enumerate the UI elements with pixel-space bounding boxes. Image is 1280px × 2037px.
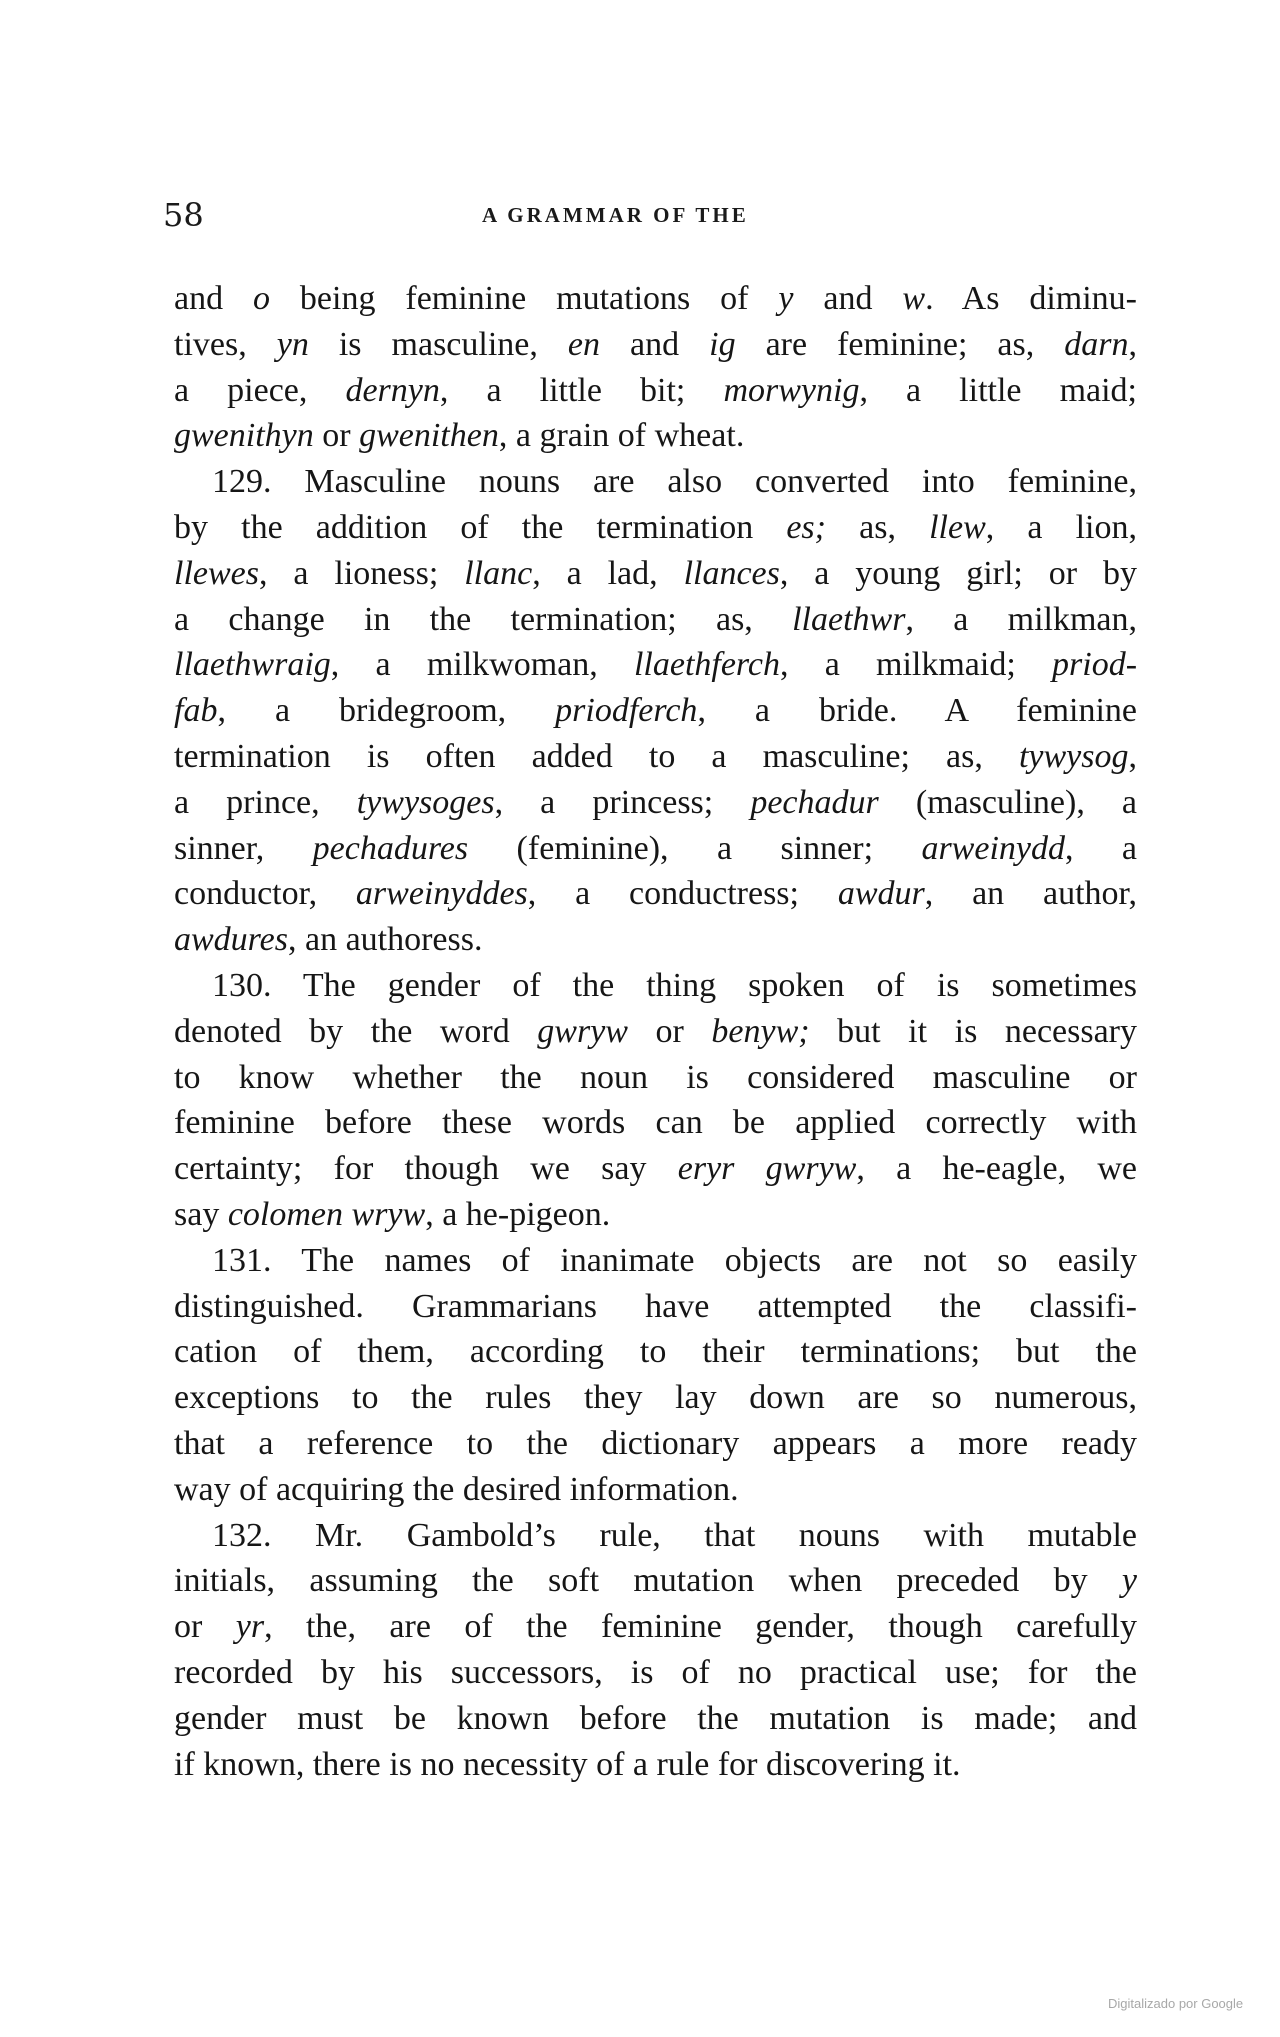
text-run: exceptions to the rules they lay down are so numerous, [174,1379,1137,1417]
text-run: or [313,417,360,455]
text-line [174,780,1137,826]
text-run: , a [1064,829,1137,867]
paragraph-132 [174,1513,1137,1788]
welsh-term: darn [1064,325,1129,363]
welsh-term: y [778,280,794,317]
welsh-term: morwynig [723,371,860,409]
welsh-term: en [567,325,600,363]
text-run: say [174,1195,228,1233]
text-run: 131. The names of inanimate objects are not so easily [212,1241,1137,1279]
text-line [174,1238,1137,1284]
welsh-term: arweinydd [921,829,1065,867]
text-run: initials, assuming the soft mutation when preceded by [174,1562,1122,1600]
text-run: , a young girl; or by [779,554,1138,592]
text-run: a prince, [174,783,357,821]
text-run: and [600,325,710,363]
text-run: 132. Mr. Gambold’s rule, that nouns with mutable [212,1516,1137,1554]
text-run: , a lad, [532,554,684,592]
text-line [174,734,1137,780]
text-line [174,1558,1137,1604]
text-line [174,1467,1137,1513]
text-run: way of acquiring the desired information. [174,1470,739,1508]
text-run: , an author, [924,875,1138,913]
text-run: that a reference to the dictionary appears a more ready [174,1424,1137,1462]
text-line [174,413,1137,459]
welsh-term: priodferch [555,692,698,730]
welsh-term: gwenithyn [174,417,314,455]
text-line [174,459,1137,505]
text-run: 130. The gender of the thing spoken of is sometimes [212,966,1137,1004]
text-run: denoted by the word [174,1012,538,1050]
welsh-term: es; [786,508,826,546]
text-line [174,917,1137,963]
text-run: but it is necessary [809,1012,1138,1050]
welsh-term: llaethwr [792,600,906,638]
welsh-term: fab [174,692,218,730]
text-run: . As diminu- [925,280,1138,317]
welsh-term: gwenithen [359,417,499,455]
text-line [174,1742,1137,1788]
welsh-term: colomen wryw [227,1195,426,1233]
welsh-term: benyw; [711,1012,810,1050]
text-run: and [793,280,903,317]
text-run: , [1128,737,1137,775]
text-line [174,551,1137,597]
text-run: cation of them, according to their terminations; but the [174,1333,1137,1371]
text-run: termination is often added to a masculine; as, [174,737,1019,775]
text-run: recorded by his successors, is of no practical use; for the [174,1653,1137,1691]
welsh-term: priod- [1052,646,1138,684]
text-run: , an authoress. [287,921,483,959]
welsh-term: eryr gwryw [677,1150,857,1188]
welsh-term: arweinyddes [355,875,528,913]
text-line [174,1329,1137,1375]
text-line [174,963,1137,1009]
text-line [174,276,1137,322]
text-run: , a he-eagle, we [856,1150,1137,1188]
text-run: are feminine; as, [735,325,1065,363]
text-run: , a little maid; [859,371,1137,409]
text-run: , a he-pigeon. [425,1195,611,1233]
welsh-term: yr [235,1608,265,1646]
text-run: gender must be known before the mutation is made; and [174,1699,1137,1737]
text-run: , the, are of the feminine gender, though carefully [264,1608,1137,1646]
text-run: (masculine), a [878,783,1138,821]
welsh-term: dernyn [345,371,440,409]
text-line [174,1375,1137,1421]
welsh-term: yn [276,325,309,363]
welsh-term: llances [683,554,780,592]
welsh-term: ig [709,325,736,363]
text-run: by the addition of the termination [174,508,787,546]
text-line [174,688,1137,734]
welsh-term: llaethferch [633,646,780,684]
paragraph-continued [174,276,1137,459]
welsh-term: pechadures [312,829,469,867]
welsh-term: tywysog [1018,737,1129,775]
welsh-term: w [902,280,926,317]
text-run: , [1128,325,1137,363]
welsh-term: llaethwraig [174,646,331,684]
text-line [174,826,1137,872]
text-run: , a grain of wheat. [498,417,745,455]
text-run: , a lioness; [258,554,465,592]
text-run: and [174,280,254,317]
text-run: , a bridegroom, [217,692,556,730]
text-run: conductor, [174,875,356,913]
text-run: certainty; for though we say [174,1150,678,1188]
text-line [174,1055,1137,1101]
welsh-term: tywysoges [356,783,495,821]
text-line [174,1696,1137,1742]
text-line [174,505,1137,551]
text-run: as, [826,508,930,546]
text-run: if known, there is no necessity of a rule for discovering it. [174,1745,961,1783]
text-run: , a conductress; [527,875,838,913]
text-line [174,871,1137,917]
paragraph-131 [174,1238,1137,1513]
welsh-term: gwryw [537,1012,628,1050]
text-line [174,597,1137,643]
text-run: being feminine mutations of [270,280,779,317]
text-run: feminine before these words can be applied correctly with [174,1104,1137,1142]
text-run: a change in the termination; as, [174,600,793,638]
welsh-term: y [1121,1562,1137,1600]
text-line [174,322,1137,368]
text-run: , a little bit; [439,371,724,409]
running-title: A GRAMMAR OF THE [482,203,749,227]
text-run: , a bride. A feminine [697,692,1137,730]
text-line [174,1284,1137,1330]
paragraph-130 [174,963,1137,1238]
text-run: distinguished. Grammarians have attempted the classifi- [174,1287,1137,1325]
text-run: sinner, [174,829,313,867]
text-line [174,1009,1137,1055]
text-run: , a lion, [985,508,1138,546]
text-line [174,1192,1137,1238]
welsh-term: awdures [174,921,288,959]
paragraph-129 [174,459,1137,963]
text-run: a piece, [174,371,346,409]
digitization-watermark: Digitalizado por Google [1108,1996,1244,2011]
text-run: is masculine, [308,325,568,363]
welsh-term: llanc [464,554,533,592]
text-line [174,1146,1137,1192]
text-line [174,1100,1137,1146]
text-line [174,1650,1137,1696]
welsh-term: pechadur [750,783,879,821]
welsh-term: o [253,280,271,317]
text-line [174,1513,1137,1559]
page-number: 58 [163,196,204,234]
text-run: tives, [174,325,277,363]
text-run: , a milkwoman, [330,646,634,684]
text-run: , a princess; [494,783,751,821]
text-line [174,1604,1137,1650]
body-text [174,276,1137,1787]
text-run: or [627,1012,712,1050]
text-run: 129. Masculine nouns are also converted into feminine, [212,463,1137,501]
welsh-term: llew [929,508,986,546]
welsh-term: llewes [174,554,259,592]
text-line [174,368,1137,414]
text-run: , a milkmaid; [780,646,1053,684]
text-line [174,1421,1137,1467]
text-run: or [174,1608,236,1646]
text-line [174,642,1137,688]
text-run: (feminine), a sinner; [468,829,922,867]
text-run: to know whether the noun is considered masculine or [174,1058,1137,1096]
text-run: , a milkman, [905,600,1138,638]
welsh-term: awdur [837,875,925,913]
